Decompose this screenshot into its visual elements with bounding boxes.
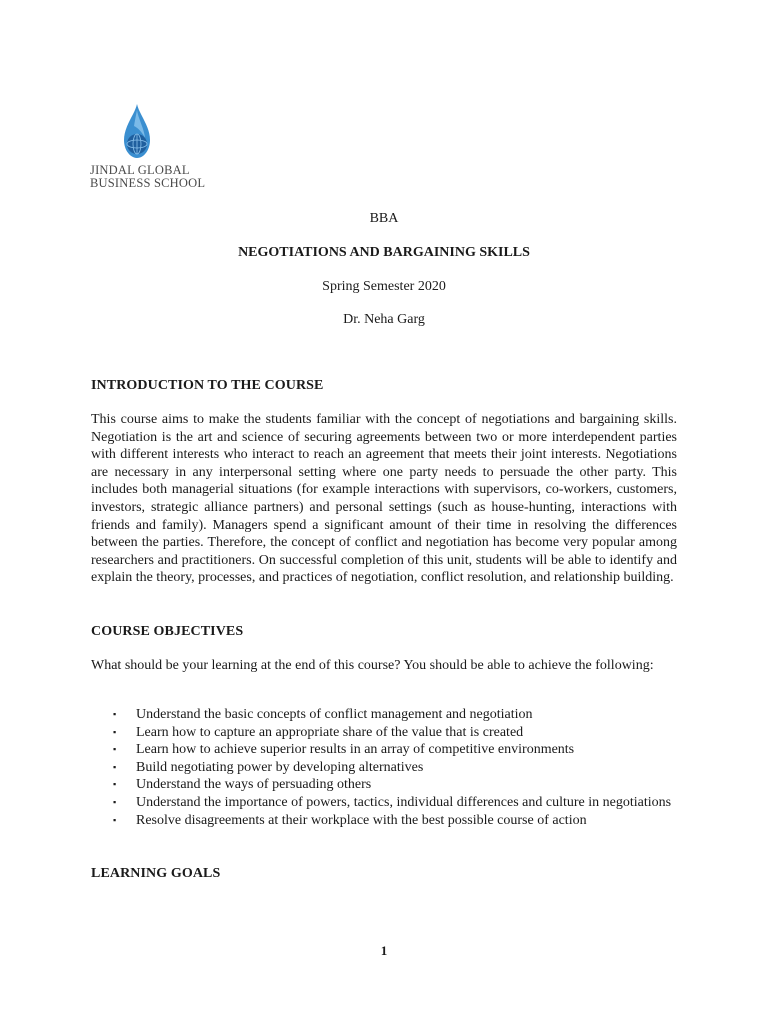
intro-heading: INTRODUCTION TO THE COURSE (91, 378, 324, 393)
bullet-icon: ▪ (113, 796, 117, 807)
logo-line-1: JINDAL GLOBAL (90, 163, 190, 177)
objectives-heading: COURSE OBJECTIVES (91, 624, 244, 639)
list-item (91, 741, 677, 759)
objectives-list (91, 706, 677, 829)
list-item (91, 706, 677, 724)
list-item-text: Learn how to achieve superior results in an array of competitive environments (136, 742, 575, 758)
intro-paragraph: This course aims to make the students familiar with the concept of negotiations and bargaining skills. Negotiation is the art and science of securing agreements between two or more interdependent parties with different interests who interact to reach an agreement that meets their joint interests. Negotiations are necessary in any interpersonal setting where one party needs to persuade the other party. This includes both managerial situations (for example interactions with supervisors, co-workers, customers, investors, strategic alliance partners) and personal settings (such as house-hunting, interactions with friends and family). Managers spend a significant amount of their time in resolving the differences between the parties. Therefore, the concept of conflict and negotiation has become very popular among researchers and practitioners. On successful completion of this unit, students will be able to identify and explain the theory, processes, and practices of negotiation, conflict resolution, and relationship building. (91, 412, 677, 586)
logo-wordmark (90, 164, 205, 190)
list-item-text: Understand the importance of powers, tactics, individual differences and culture in negotiations (136, 794, 672, 810)
page-number: 1 (380, 943, 388, 958)
bullet-icon: ▪ (113, 814, 117, 825)
list-item (91, 812, 677, 830)
list-item (91, 794, 677, 812)
bullet-icon: ▪ (113, 744, 117, 755)
logo-line-2: BUSINESS SCHOOL (90, 176, 206, 190)
bullet-icon: ▪ (113, 726, 117, 737)
objectives-lead: What should be your learning at the end of this course? You should be able to achieve the following: (91, 658, 654, 673)
list-item (91, 759, 677, 777)
course-title: NEGOTIATIONS AND BARGAINING SKILLS (238, 245, 530, 260)
list-item-text: Build negotiating power by developing alternatives (136, 759, 424, 775)
list-item (91, 776, 677, 794)
bullet-icon: ▪ (113, 761, 117, 772)
instructor-name: Dr. Neha Garg (343, 312, 425, 327)
learning-goals-heading: LEARNING GOALS (91, 866, 221, 881)
school-logo (90, 104, 206, 198)
semester: Spring Semester 2020 (322, 279, 446, 294)
bullet-icon: ▪ (113, 779, 117, 790)
bullet-icon: ▪ (113, 709, 117, 719)
list-item-text: Resolve disagreements at their workplace with the best possible course of action (136, 812, 587, 828)
list-item (91, 724, 677, 742)
list-item-text: Understand the ways of persuading others (136, 777, 372, 793)
list-item-text: Understand the basic concepts of conflict management and negotiation (136, 707, 533, 722)
water-drop-globe-icon (120, 104, 154, 162)
list-item-text: Learn how to capture an appropriate share of the value that is created (136, 724, 524, 740)
program-name: BBA (369, 211, 399, 226)
